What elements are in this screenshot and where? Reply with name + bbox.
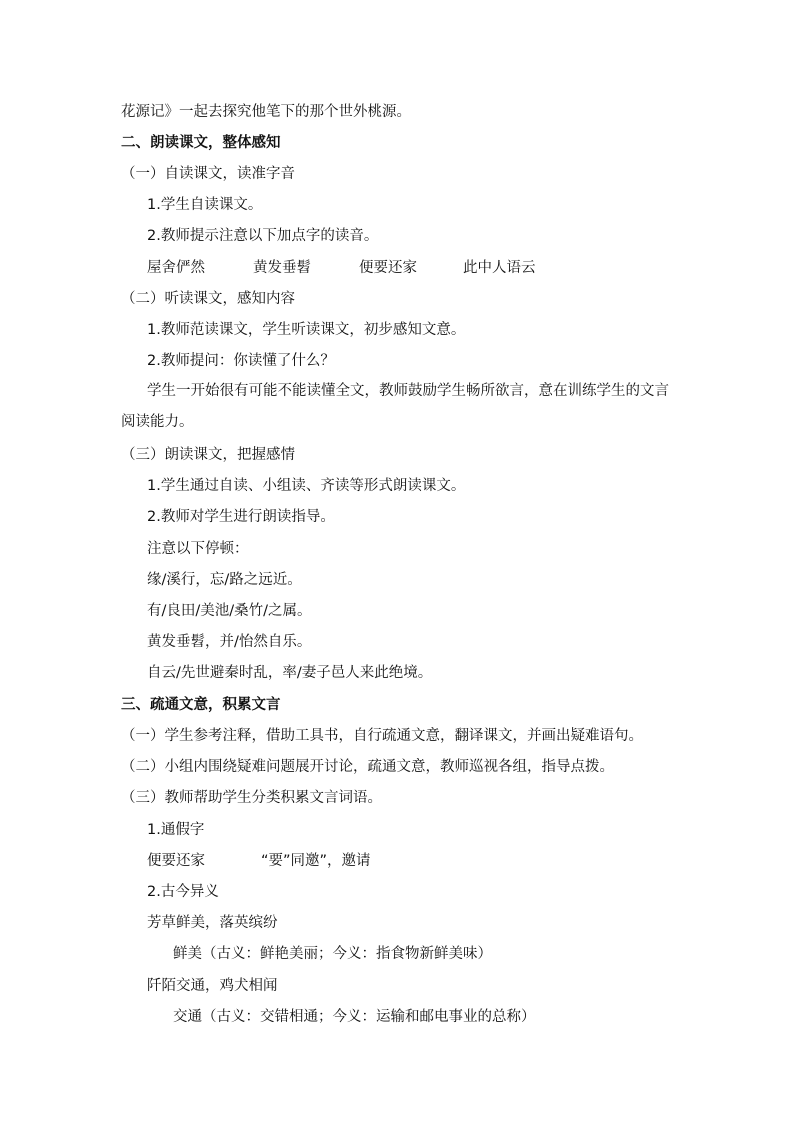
pause-example-3: 黄发垂髫，并/怡然自乐。 [147,634,312,650]
sec3-part2: （二）小组内围绕疑难问题展开讨论，疏通文意，教师巡视各组，指导点拨。 [121,759,614,775]
tongjia-word: 便要还家 [147,853,205,869]
section-2-heading: 二、朗读课文，整体感知 [121,135,281,151]
intro-line: 花源记》一起去探究他笔下的那个世外桃源。 [121,104,411,120]
sec2-part2-item2: 2.教师提问：你读懂了什么？ [147,353,335,369]
pause-example-2: 有/良田/美池/桑竹/之属。 [147,603,312,619]
sec2-part2-paragraph: 学生一开始很有可能不能读懂全文，教师鼓励学生畅所欲言，意在训练学生的文言阅读能力。 [121,383,669,430]
pause-example-1: 缘/溪行，忘/路之远近。 [147,572,302,588]
sec2-part2-title: （二）听读课文，感知内容 [121,291,295,307]
gujin-heading: 2.古今异义 [147,884,219,900]
gujin-example-2: 阡陌交通，鸡犬相闻 [147,978,278,994]
tongjia-explanation: “要”同邀”，邀请 [261,853,371,869]
tongjia-row [147,851,371,871]
pronunciation-word: 此中人语云 [463,260,536,276]
sec2-part1-title: （一）自读课文，读准字音 [121,166,295,182]
sec3-part1: （一）学生参考注释，借助工具书，自行疏通文意，翻译课文，并画出疑难语句。 [121,728,643,744]
section-3-heading: 三、疏通文意，积累文言 [121,697,281,713]
sec2-part1-item2: 2.教师提示注意以下加点字的读音。 [147,228,379,244]
gujin-example-1: 芳草鲜美，落英缤纷 [147,915,278,931]
sec2-part3-item2: 2.教师对学生进行朗读指导。 [147,509,335,525]
sec2-part1-item1: 1.学生自读课文。 [147,197,263,213]
gujin-explanation-1: 鲜美（古义：鲜艳美丽；今义：指食物新鲜美味） [173,946,492,962]
sec3-part3: （三）教师帮助学生分类积累文言词语。 [121,790,382,806]
pause-note: 注意以下停顿： [147,541,249,557]
pause-example-4: 自云/先世避秦时乱，率/妻子邑人来此绝境。 [147,665,433,681]
pronunciation-word: 屋舍俨然 [147,260,205,276]
sec2-part2-item1: 1.教师范读课文，学生听读课文，初步感知文意。 [147,322,466,338]
sec2-part3-item1: 1.学生通过自读、小组读、齐读等形式朗读课文。 [147,478,466,494]
gujin-explanation-2: 交通（古义：交错相通；今义：运输和邮电事业的总称） [173,1009,536,1025]
sec2-part3-title: （三）朗读课文，把握感情 [121,447,295,463]
pronunciation-word: 便要还家 [359,260,417,276]
pronunciation-word: 黄发垂髫 [253,260,311,276]
pronunciation-words-row [147,258,536,278]
tongjia-heading: 1.通假字 [147,822,205,838]
